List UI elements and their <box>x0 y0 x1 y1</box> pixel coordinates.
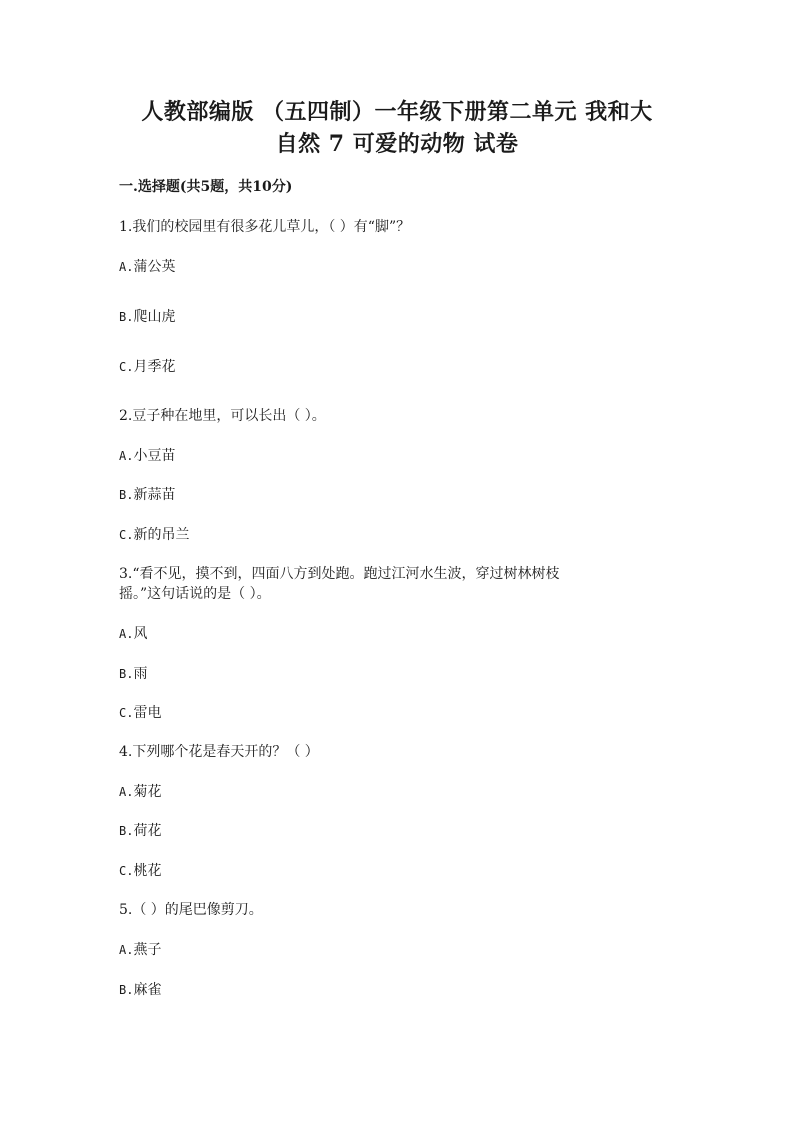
option-text: 荷花 <box>133 823 162 839</box>
option-letter: C. <box>119 864 134 878</box>
question-2-option-c <box>119 525 189 545</box>
question-3-option-c <box>119 703 161 723</box>
option-text: 燕子 <box>133 942 162 958</box>
question-1: 1.我们的校园里有很多花儿草儿，（ ）有“脚”？ <box>119 219 411 235</box>
option-text: 蒲公英 <box>133 259 176 275</box>
document-title-line-1: 人教部编版 （五四制）一年级下册第二单元 我和大 <box>141 99 653 125</box>
option-text: 菊花 <box>133 784 162 800</box>
question-3-line-1: 3.“看不见，摸不到，四面八方到处跑。跑过江河水生波，穿过树林树枝 <box>119 566 560 582</box>
option-letter: A. <box>119 785 134 799</box>
option-text: 雨 <box>133 666 148 682</box>
option-text: 小豆苗 <box>133 448 176 464</box>
option-text: 麻雀 <box>133 982 162 998</box>
question-2-option-a <box>119 446 175 466</box>
question-3-line-2: 摇。”这句话说的是（ ）。 <box>119 586 271 602</box>
option-letter: A. <box>119 260 134 274</box>
option-text: 新的吊兰 <box>133 527 190 543</box>
option-letter: B. <box>119 488 134 502</box>
option-letter: B. <box>119 824 134 838</box>
question-4: 4.下列哪个花是春天开的？（ ） <box>119 744 319 760</box>
option-text: 月季花 <box>133 359 176 375</box>
option-letter: B. <box>119 310 134 324</box>
option-text: 爬山虎 <box>133 309 176 325</box>
question-2: 2.豆子种在地里，可以长出（ ）。 <box>119 408 326 424</box>
option-letter: B. <box>119 667 134 681</box>
option-letter: A. <box>119 627 134 641</box>
option-text: 桃花 <box>133 863 162 879</box>
option-letter: B. <box>119 983 134 997</box>
question-4-option-a <box>119 782 161 802</box>
option-text: 新蒜苗 <box>133 487 176 503</box>
option-letter: C. <box>119 706 134 720</box>
option-text: 雷电 <box>133 705 162 721</box>
document-title-line-2: 自然 7 可爱的动物 试卷 <box>275 131 519 157</box>
question-2-option-b <box>119 485 175 505</box>
question-4-option-b <box>119 821 161 841</box>
question-3-option-b <box>119 664 147 684</box>
question-5: 5.（ ）的尾巴像剪刀。 <box>119 902 263 918</box>
question-5-option-a <box>119 940 161 960</box>
section-heading: 一.选择题(共5题，共10分) <box>119 179 293 195</box>
question-1-option-b <box>119 307 175 327</box>
question-1-option-c <box>119 357 175 377</box>
question-3-option-a <box>119 624 147 644</box>
question-5-option-b <box>119 980 161 1000</box>
option-letter: C. <box>119 360 134 374</box>
question-4-option-c <box>119 861 161 881</box>
option-letter: A. <box>119 943 134 957</box>
question-1-option-a <box>119 257 175 277</box>
option-letter: A. <box>119 449 134 463</box>
option-letter: C. <box>119 528 134 542</box>
option-text: 风 <box>133 626 148 642</box>
